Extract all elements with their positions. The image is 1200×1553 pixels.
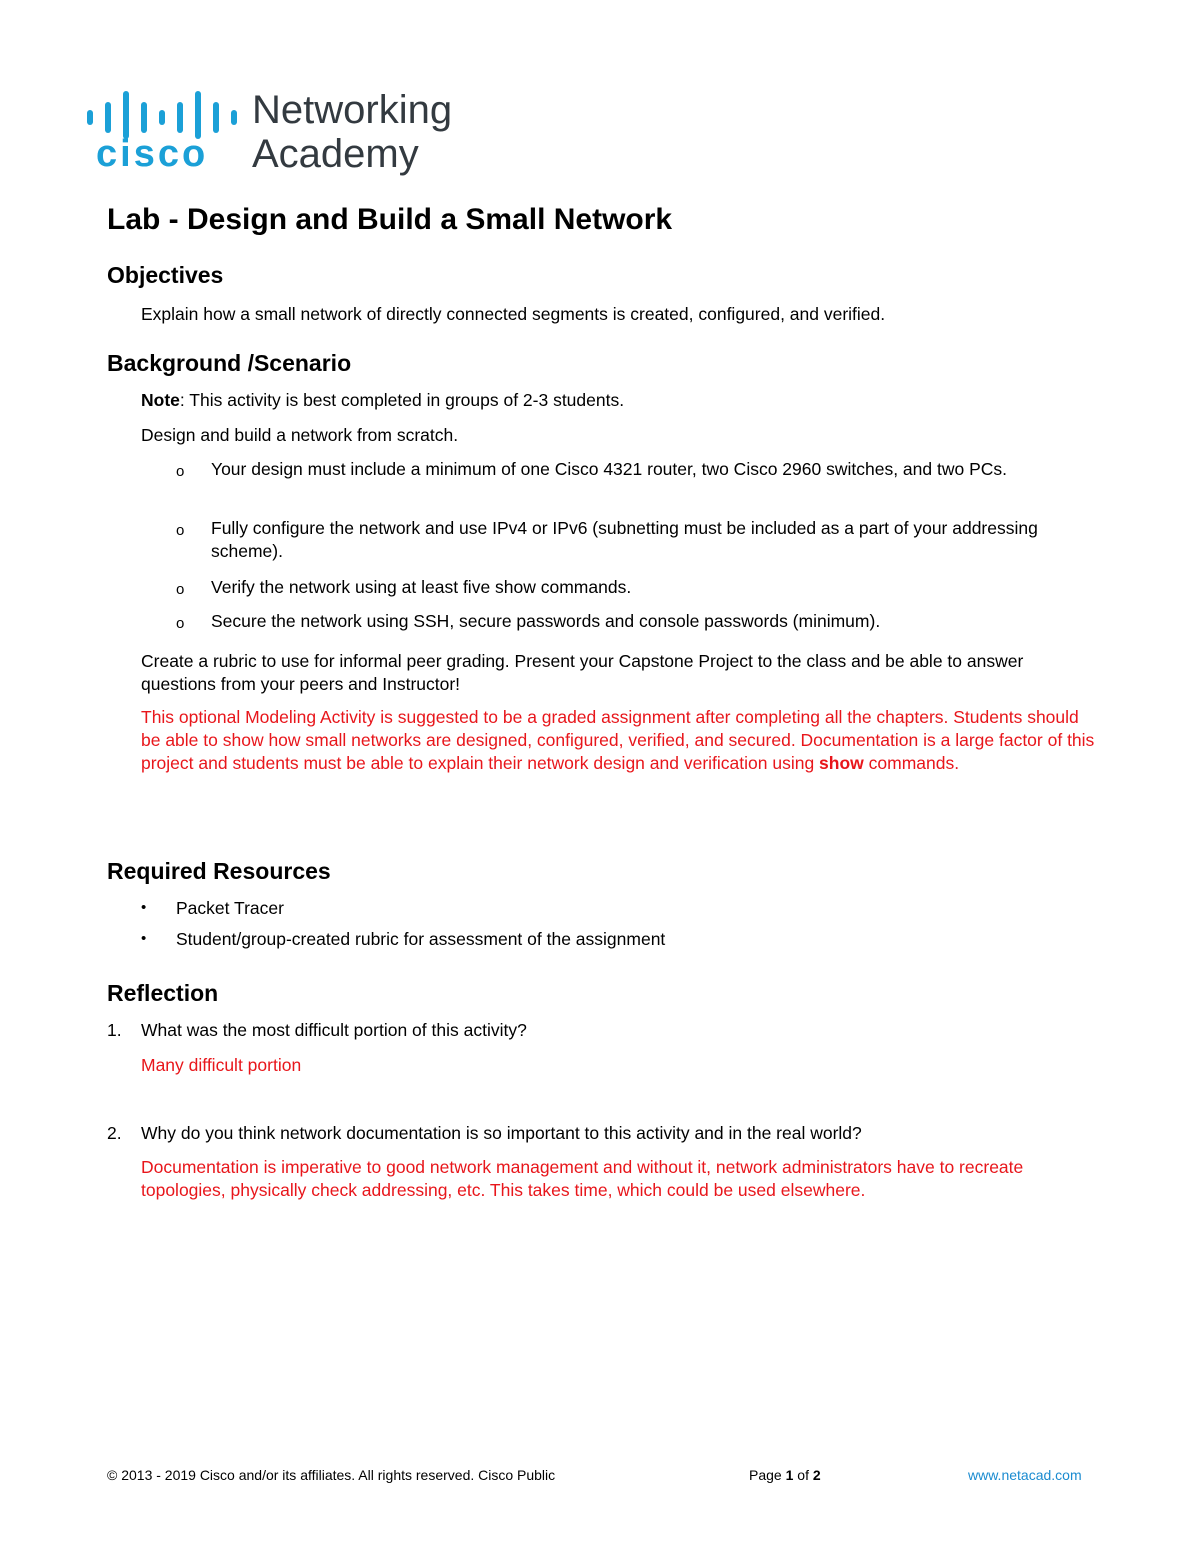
page-title: Lab - Design and Build a Small Network [107,203,673,236]
page-middle: of [793,1467,813,1483]
design-item-1: Your design must include a minimum of one Cisco 4321 router, two Cisco 2960 switches, and two PCs. [211,459,1008,479]
cisco-networking-academy-logo [84,84,484,184]
background-heading: Background /Scenario [107,350,352,376]
footer-page-number [749,1466,821,1484]
note-label: Note [141,390,180,410]
reflection-answer-1: Many difficult portion [141,1055,302,1075]
list-marker: o [176,463,185,480]
resources-heading: Required Resources [107,858,331,884]
rubric-paragraph: Create a rubric to use for informal peer grading. Present your Capstone Project to the class and be able to answer questions from your peers and Instructor! [141,651,1024,694]
question-number: 2. [107,1123,122,1143]
page-prefix: Page [749,1467,786,1483]
question-number: 1. [107,1020,122,1040]
instructor-note-end: commands. [863,753,960,773]
resource-item-1: Packet Tracer [176,898,284,918]
objectives-heading: Objectives [107,262,224,288]
design-item-3: Verify the network using at least five show commands. [211,577,632,597]
objectives-text: Explain how a small network of directly connected segments is created, configured, and verified. [141,304,886,324]
cisco-wordmark: cisco [96,133,209,175]
list-marker: o [176,522,185,539]
design-item-2: Fully configure the network and use IPv4 or IPv6 (subnetting must be included as a part of your addressing scheme). [211,518,1038,561]
instructor-note-text: This optional Modeling Activity is suggested to be a graded assignment after completing all the chapters. Students should be able to show how small networks are designed, configured, verified, and secured. Documentation is a large factor of this project and students must be able to explain their network design and verification using [141,707,1095,773]
footer-website-link[interactable]: www.netacad.com [968,1467,1082,1483]
reflection-question-1: What was the most difficult portion of this activity? [141,1020,527,1040]
resource-item-2: Student/group-created rubric for assessment of the assignment [176,929,666,949]
logo-line-networking: Networking [252,88,453,132]
page-total: 2 [812,1467,821,1483]
page-current: 1 [785,1467,794,1483]
bullet-icon: • [141,930,147,947]
cisco-bars-icon [84,84,244,184]
logo-line-academy: Academy [252,132,419,176]
note-text: : This activity is best completed in groups of 2-3 students. [179,390,625,410]
show-keyword: show [819,753,864,773]
note-paragraph [141,389,1101,412]
list-marker: o [176,581,185,598]
reflection-answer-2: Documentation is imperative to good network management and without it, network administrators have to recreate topologies, physically check addressing, etc. This takes time, which could be used elsewhere. [141,1157,1024,1200]
instructor-note [141,706,1096,775]
background-intro: Design and build a network from scratch. [141,425,459,445]
reflection-question-2: Why do you think network documentation is so important to this activity and in the real world? [141,1123,862,1143]
list-marker: o [176,615,185,632]
footer-copyright: © 2013 - 2019 Cisco and/or its affiliates. All rights reserved. Cisco Public [107,1467,556,1483]
design-item-4: Secure the network using SSH, secure passwords and console passwords (minimum). [211,611,881,631]
bullet-icon: • [141,899,147,916]
reflection-heading: Reflection [107,980,219,1006]
